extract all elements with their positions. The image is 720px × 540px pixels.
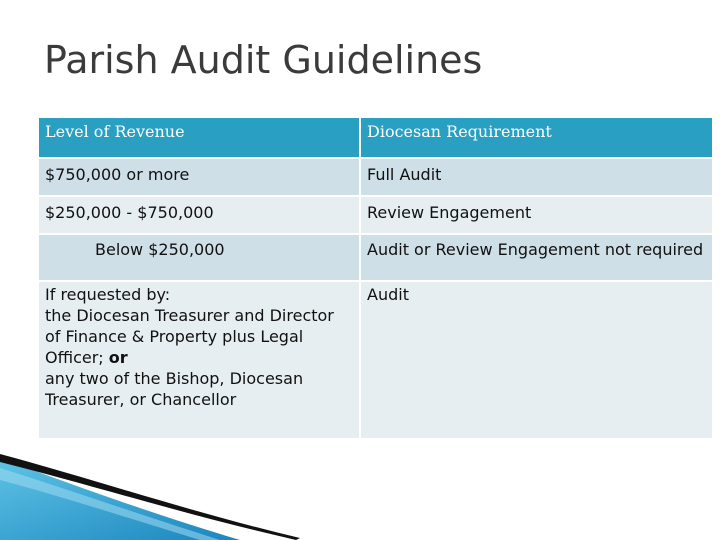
- table-header-row: [38, 117, 713, 158]
- requirement-cell: Audit or Review Engagement not required: [360, 234, 713, 281]
- revenue-level-cell: $250,000 - $750,000: [38, 196, 360, 234]
- revenue-level-text: Below $250,000: [95, 240, 225, 259]
- decorative-swoosh: [0, 450, 300, 540]
- revenue-level-text: $750,000 or more: [45, 165, 190, 184]
- header-diocesan-requirement: Diocesan Requirement: [360, 117, 713, 158]
- revenue-level-cell: [38, 234, 360, 281]
- request-conditions-text: If requested by: the Diocesan Treasurer and Director of Finance & Property plus Legal Officer;: [45, 285, 334, 367]
- or-conjunction: or: [108, 348, 128, 367]
- requirement-cell: Full Audit: [360, 158, 713, 196]
- table-row: [38, 196, 713, 234]
- revenue-level-cell: [38, 158, 360, 196]
- table-row: [38, 158, 713, 196]
- table-row: [38, 234, 713, 281]
- requirement-cell: Review Engagement: [360, 196, 713, 234]
- request-conditions-text-continued: any two of the Bishop, Diocesan Treasurer, or Chancellor: [45, 369, 304, 409]
- revenue-level-cell: [38, 281, 360, 439]
- table-row: [38, 281, 713, 439]
- slide-title: Parish Audit Guidelines: [44, 38, 483, 82]
- audit-guidelines-table: [37, 116, 714, 440]
- requirement-cell: Audit: [360, 281, 713, 439]
- header-level-of-revenue: Level of Revenue: [38, 117, 360, 158]
